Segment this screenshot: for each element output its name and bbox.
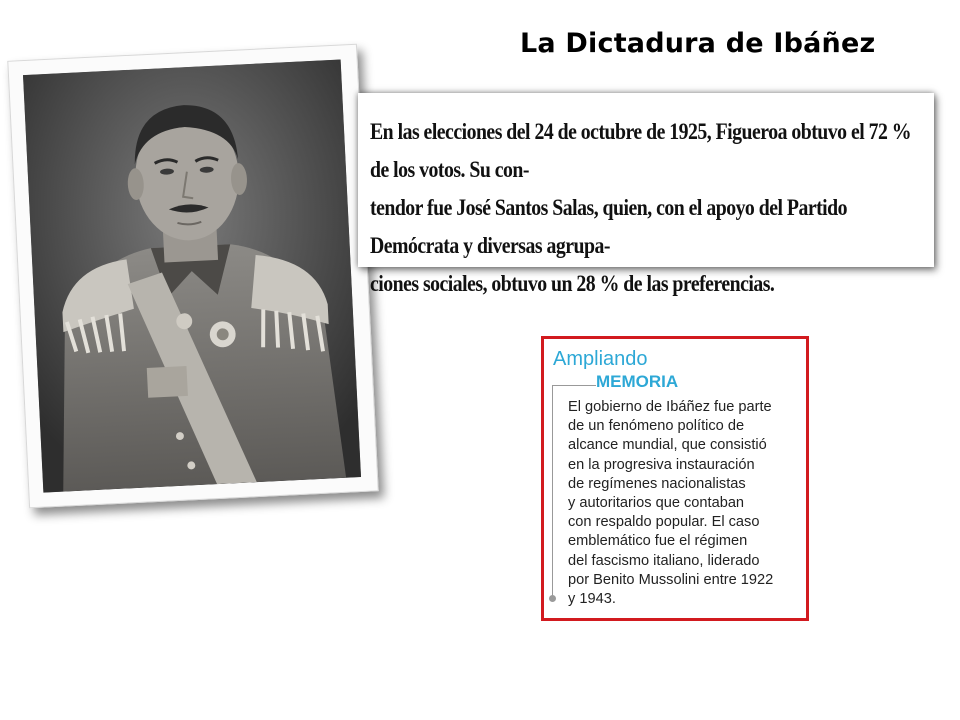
election-quote-text bbox=[370, 113, 929, 303]
portrait-photo bbox=[23, 60, 361, 493]
portrait-photo-frame bbox=[7, 44, 378, 509]
memo-heading-memoria: MEMORIA bbox=[596, 372, 679, 391]
memo-heading-ampliando: Ampliando bbox=[553, 348, 648, 370]
election-quote-card bbox=[358, 93, 934, 296]
quote-line-2-post: , quien, con el apoyo del Partido Demócrata y diversas agrupa- bbox=[370, 195, 848, 258]
portrait-illustration bbox=[23, 60, 361, 493]
quote-line-2 bbox=[370, 189, 929, 265]
ampliando-memoria-box bbox=[541, 336, 809, 621]
quote-line-1: En las elecciones del 24 de octubre de 1925, Figueroa obtuvo el 72 % de los votos. Su con- bbox=[370, 119, 912, 182]
memo-body-text: El gobierno de Ibáñez fue parte de un fenómeno político de alcance mundial, que consistió en la progresiva instauración de regímenes nacionalistas y autoritarios que contaban con respaldo popular. El caso emblemático fue el régimen del fascismo italiano, liderado por Benito Mussolini entre 1922 y 1943. bbox=[568, 399, 774, 608]
quote-line-2-pre: tendor fue bbox=[370, 195, 457, 220]
quote-line-3: ciones sociales, obtuvo un 28 % de las preferencias. bbox=[370, 271, 775, 296]
quote-candidate-name: José Santos Salas bbox=[456, 195, 594, 220]
page-title: La Dictadura de Ibáñez bbox=[520, 28, 876, 59]
memo-bullet-dot bbox=[549, 595, 556, 602]
